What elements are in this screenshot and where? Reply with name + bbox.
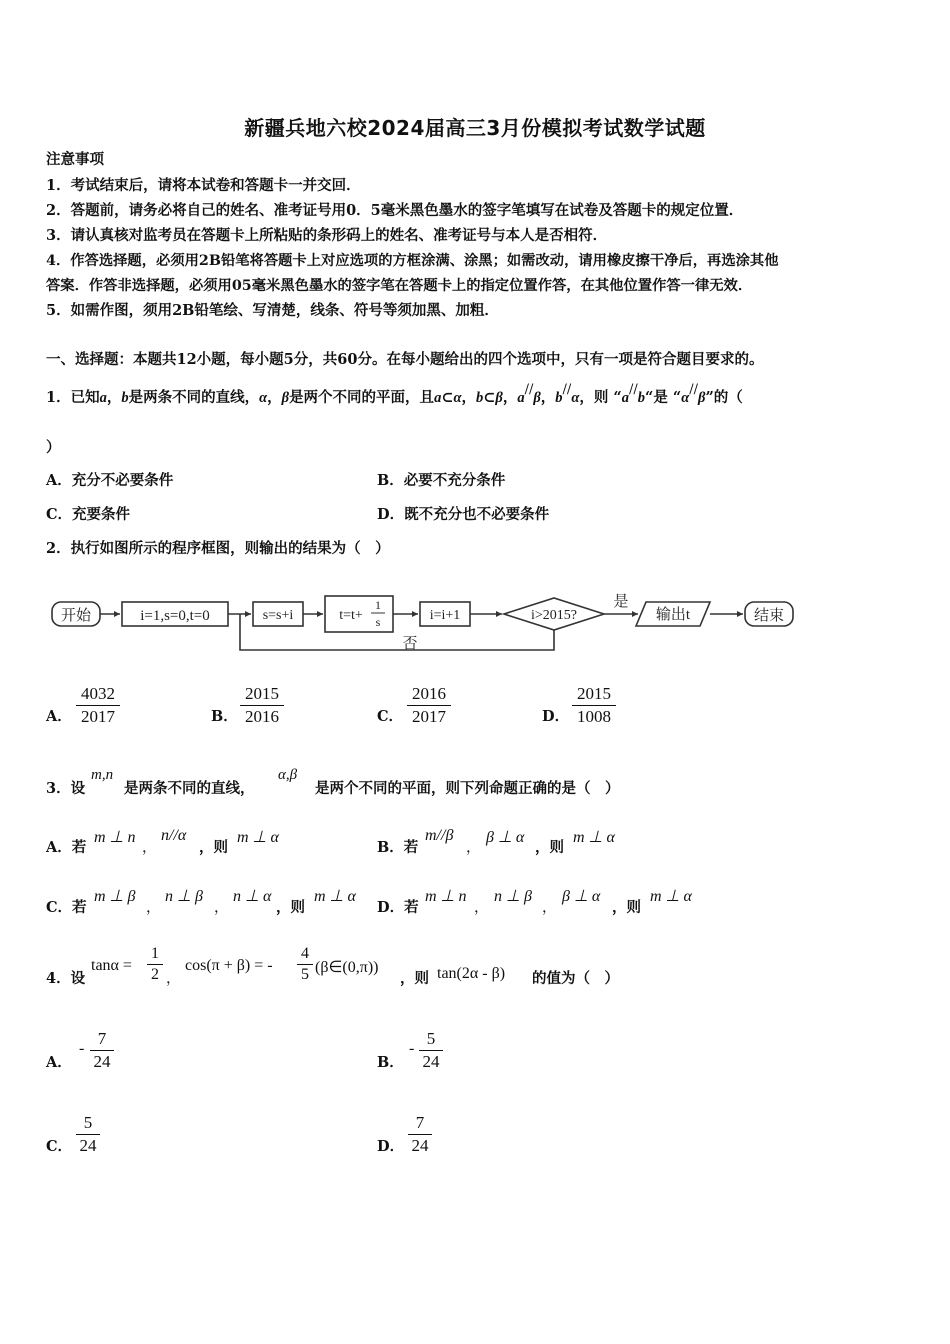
q1-option-d[interactable]: D．既不充分也不必要条件 xyxy=(377,506,550,523)
fraction-denominator: 24 xyxy=(411,1136,429,1155)
fraction-denominator: 2 xyxy=(151,966,159,983)
q1-text: 1．已知 xyxy=(46,389,100,406)
q4-option-b-sign: - xyxy=(409,1040,415,1057)
q3-text: 3．设 xyxy=(46,780,86,797)
fraction-numerator: 2015 xyxy=(572,683,616,706)
q4-option-d-label[interactable]: D． xyxy=(377,1138,405,1155)
notice-item: 5．如需作图，须用2B铅笔绘、写清楚，线条、符号等须加黑、加粗． xyxy=(46,302,499,319)
notice-item: 3．请认真核对监考员在答题卡上所粘贴的条形码上的姓名、准考证号与本人是否相符． xyxy=(46,227,608,244)
q2-option-c-fraction xyxy=(407,683,451,728)
q4-option-c-label[interactable]: C． xyxy=(46,1138,73,1155)
q3-then: ，则 xyxy=(199,839,228,856)
q3-c-cond1: m ⊥ β xyxy=(94,888,136,905)
q3-a-cond2: n//α xyxy=(161,827,187,844)
q3-mn: m,n xyxy=(91,767,114,783)
q4-option-a-label[interactable]: A． xyxy=(46,1054,72,1071)
notice-item: 2．答题前，请务必将自己的姓名、准考证号用0．5毫米黑色墨水的签字笔填写在试卷及答题卡的规定位置． xyxy=(46,202,744,219)
fraction-denominator: 2016 xyxy=(245,707,279,726)
q4-option-a-fraction xyxy=(90,1028,114,1073)
q2-option-b-fraction xyxy=(240,683,284,728)
q2-option-d-label[interactable]: D． xyxy=(542,708,570,725)
q2-option-c-label[interactable]: C． xyxy=(377,708,404,725)
q1-option-c[interactable]: C．充要条件 xyxy=(46,506,131,523)
flow-s-label: s=s+i xyxy=(262,608,294,623)
fraction-numerator: 4 xyxy=(297,944,313,965)
question-1-stem: 1．已知a，b是两条不同的直线，α，β是两个不同的平面，且a⊂α，b⊂β，a//β，b//α，则 “a//b“是 “α//β”的（ xyxy=(46,382,743,406)
q4-option-c-fraction xyxy=(76,1112,100,1157)
q2-option-a-fraction xyxy=(76,683,120,728)
q4-text: 4．设 xyxy=(46,970,86,987)
q3-text: 是两个不同的平面，则下列命题正确的是（ ） xyxy=(315,780,620,797)
q3-c-cond3: n ⊥ α xyxy=(233,888,272,905)
q3-comma: ， xyxy=(474,900,489,916)
q4-text: ，则 xyxy=(400,970,429,987)
q4-text: 的值为（ ） xyxy=(532,970,619,987)
flow-yes-label: 是 xyxy=(613,594,629,610)
q2-option-a-label[interactable]: A． xyxy=(46,708,72,725)
q3-option-c-label[interactable]: C．若 xyxy=(46,899,87,916)
notice-heading: 注意事项 xyxy=(46,151,104,168)
fraction-numerator: 2015 xyxy=(240,683,284,706)
q3-c-cond2: n ⊥ β xyxy=(165,888,203,905)
fraction-numerator: 7 xyxy=(90,1028,114,1051)
q4-cos-lhs: cos(π + β) = - xyxy=(185,957,273,974)
q1-text: “是 “ xyxy=(645,389,682,406)
fraction-denominator: 1008 xyxy=(577,707,611,726)
q3-then: ，则 xyxy=(535,839,564,856)
q4-tan-lhs: tanα = xyxy=(91,957,132,974)
q4-tan-fraction xyxy=(147,944,163,985)
notice-item: 答案．作答非选择题，必须用05毫米黑色墨水的签字笔在答题卡上的指定位置作答，在其他位置作答一律无效． xyxy=(46,278,753,294)
q4-cos-rhs: (β∈(0,π)) xyxy=(315,959,379,976)
q3-then: ，则 xyxy=(276,899,305,916)
flow-no-label: 否 xyxy=(402,636,418,652)
q3-c-result: m ⊥ α xyxy=(314,888,356,905)
flow-t-den: s xyxy=(375,615,381,629)
question-2-stem: 2．执行如图所示的程序框图，则输出的结果为（ ） xyxy=(46,540,390,557)
fraction-numerator: 7 xyxy=(408,1112,432,1135)
flow-end-label: 结束 xyxy=(753,608,785,624)
flowchart xyxy=(48,588,798,658)
q4-option-b-fraction xyxy=(419,1028,443,1073)
notice-item: 4．作答选择题，必须用2B铅笔将答题卡上对应选项的方框涂满、涂黑；如需改动，请用橡皮擦干净后，再选涂其他 xyxy=(46,253,779,269)
fraction-numerator: 4032 xyxy=(76,683,120,706)
q4-option-d-fraction xyxy=(408,1112,432,1157)
q3-option-a-label[interactable]: A．若 xyxy=(46,839,87,856)
q3-a-result: m ⊥ α xyxy=(237,829,279,846)
q3-option-b-label[interactable]: B．若 xyxy=(377,839,419,856)
q3-option-d-label[interactable]: D．若 xyxy=(377,899,419,916)
q1-text: 是两个不同的平面，且 xyxy=(289,389,435,406)
q3-then: ，则 xyxy=(612,899,641,916)
flow-init-label: i=1,s=0,t=0 xyxy=(140,608,210,624)
q3-a-cond1: m ⊥ n xyxy=(94,829,136,846)
notice-item: 1．考试结束后，请将本试卷和答题卡一并交回． xyxy=(46,177,361,194)
q2-option-b-label[interactable]: B． xyxy=(211,708,238,725)
fraction-numerator: 5 xyxy=(419,1028,443,1051)
flow-t-num: 1 xyxy=(375,598,381,612)
section-heading: 一、选择题：本题共12小题，每小题5分，共60分。在每小题给出的四个选项中，只有一项是符合题目要求的。 xyxy=(46,351,764,368)
fraction-denominator: 24 xyxy=(79,1136,97,1155)
q4-comma: ， xyxy=(166,971,181,987)
q2-option-d-fraction xyxy=(572,683,616,728)
q3-ab: α,β xyxy=(278,767,298,783)
q3-comma: ， xyxy=(214,900,229,916)
flow-i-label: i=i+1 xyxy=(429,608,461,623)
q3-comma: ， xyxy=(466,840,481,856)
flow-start-label: 开始 xyxy=(60,608,92,624)
flow-cond-label: i>2015? xyxy=(531,608,577,623)
q1-close-paren: ） xyxy=(46,439,61,456)
page-title: 新疆兵地六校2024届高三3月份模拟考试数学试题 xyxy=(244,116,706,140)
q4-target: tan(2α - β) xyxy=(437,965,506,982)
q3-comma: ， xyxy=(146,900,161,916)
q3-b-cond2: β ⊥ α xyxy=(486,829,525,846)
q3-text: 是两条不同的直线， xyxy=(124,780,255,797)
fraction-numerator: 1 xyxy=(147,944,163,965)
q3-d-cond1: m ⊥ n xyxy=(425,888,467,905)
q3-d-result: m ⊥ α xyxy=(650,888,692,905)
q1-text: ”的（ xyxy=(705,389,743,406)
fraction-numerator: 5 xyxy=(76,1112,100,1135)
q3-d-cond3: β ⊥ α xyxy=(562,888,601,905)
q4-option-b-label[interactable]: B． xyxy=(377,1054,404,1071)
fraction-denominator: 2017 xyxy=(81,707,115,726)
flow-output-label: 输出t xyxy=(655,607,691,623)
q3-d-cond2: n ⊥ β xyxy=(494,888,532,905)
q3-comma: ， xyxy=(542,900,557,916)
fraction-numerator: 2016 xyxy=(407,683,451,706)
q3-comma: ， xyxy=(142,840,157,856)
fraction-denominator: 5 xyxy=(301,966,309,983)
fraction-denominator: 24 xyxy=(93,1052,111,1071)
flow-t-label: t=t+ xyxy=(339,608,363,623)
q4-option-a-sign: - xyxy=(79,1040,85,1057)
q3-b-cond1: m//β xyxy=(425,827,454,844)
q3-b-result: m ⊥ α xyxy=(573,829,615,846)
fraction-denominator: 2017 xyxy=(412,707,446,726)
q1-text: ，则 “ xyxy=(579,389,622,406)
q1-option-b[interactable]: B．必要不充分条件 xyxy=(377,472,506,489)
q1-option-a[interactable]: A．充分不必要条件 xyxy=(46,472,174,489)
fraction-denominator: 24 xyxy=(422,1052,440,1071)
q4-cos-fraction xyxy=(297,944,313,985)
q1-text: 是两条不同的直线， xyxy=(128,389,260,406)
